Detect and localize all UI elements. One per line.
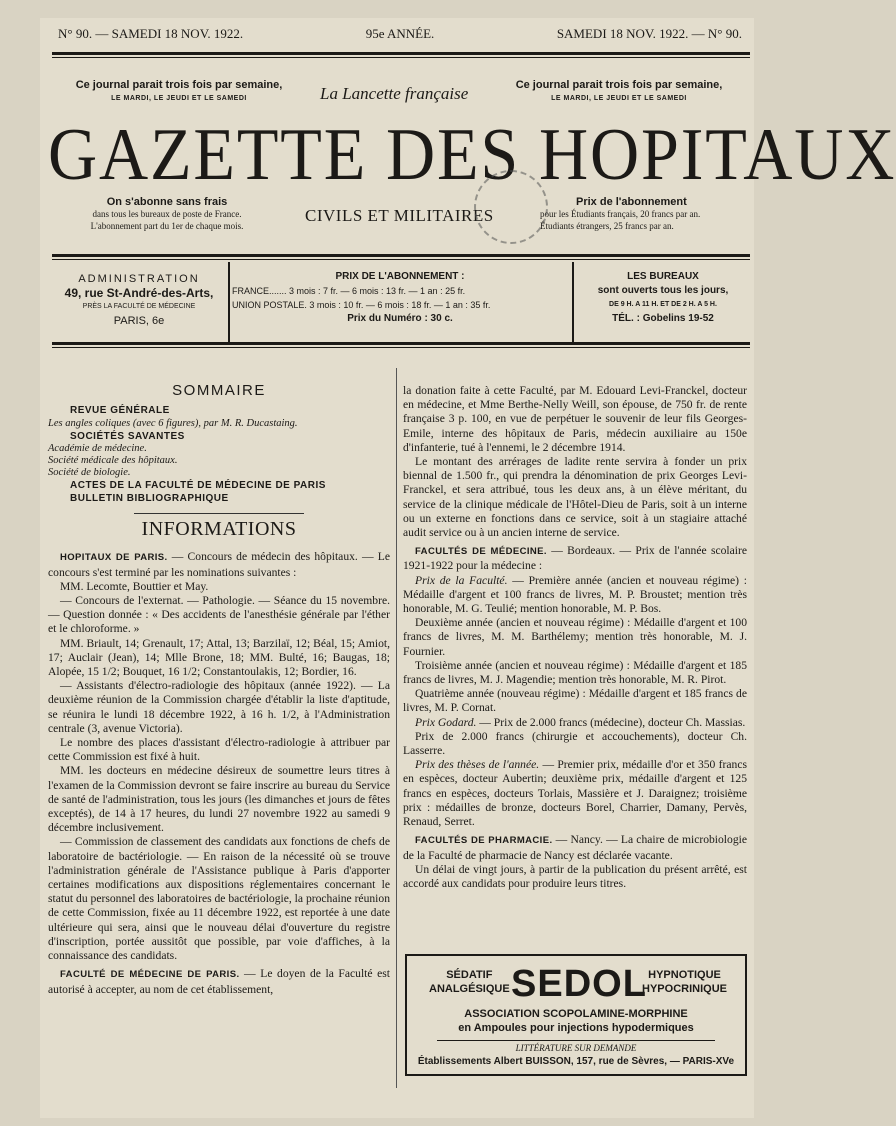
paragraph-pharmacie <box>403 833 747 862</box>
rule-top <box>52 52 750 55</box>
rule-bottom <box>52 342 750 345</box>
ad-left-labels <box>429 968 510 996</box>
office-hours-block <box>578 262 748 350</box>
paragraph-prix-godard <box>403 716 747 730</box>
text-doyen: — Le doyen de la Faculté est autorisé à accepter, au nom de cet établissement, <box>48 967 390 996</box>
sommaire-heading-societes: SOCIÉTÉS SAVANTES <box>70 431 185 443</box>
sommaire-item-angles: Les angles coliques (avec 6 figures), par M. R. Ducastaing. <box>48 418 298 430</box>
paragraph-troisieme-annee: Troisième année (ancien et nouveau régime) : Médaille d'argent et 185 francs de livres, M. J. Magendie; mention très honorable, M. R. Pirot. <box>403 658 747 687</box>
paragraph-hopitaux <box>48 550 390 579</box>
ad-hypnotique: HYPNOTIQUE <box>648 969 721 981</box>
masthead-subtitle: CIVILS ET MILITAIRES <box>305 206 494 225</box>
price-block <box>232 262 568 350</box>
rule-mid-thin <box>52 259 750 260</box>
text-bordeaux: — Bordeaux. — Prix de l'année scolaire 1921-1922 pour la médecine : <box>403 544 747 573</box>
paragraph-prix-biennal: Le montant des arrérages de ladite rente servira à fonder un prix biennal de 1.500 fr., qui prendra la dénomination de prix Georges Levi-Franckel, et sera attribué, tous les deux ans, à un élève méritant, du service de la clinique médicale de l'Hôtel-Dieu de Paris, soit à un interne ou un externe en fonctions dans ce service, soit à un stagiaire attaché audit service ou à un ancien interne de service. <box>403 455 747 540</box>
paragraph-electro-radiologie: — Assistants d'électro-radiologie des hôpitaux (année 1922). — La deuxième réunion de la Commission chargée d'établir la liste d'aptitude, se réunira le lundi 18 décembre 1922, à 16 h. 1/2, à l'Administration centrale (3, avenue Victoria). <box>48 679 390 735</box>
right-column <box>403 384 747 891</box>
issue-left: N° 90. — SAMEDI 18 NOV. 1922. <box>58 26 244 41</box>
issue-right: SAMEDI 18 NOV. 1922. — N° 90. <box>556 26 742 41</box>
rule-bottom-thin <box>52 347 750 348</box>
paragraph-prix-chirurgie: Prix de 2.000 francs (chirurgie et accouchements), docteur Ch. Lasserre. <box>403 729 747 758</box>
price-heading: PRIX DE L'ABONNEMENT : <box>335 271 465 282</box>
note-left-days: LE MARDI, LE JEUDI ET LE SAMEDI <box>111 95 247 102</box>
price-union: UNION POSTALE. 3 mois : 10 fr. — 6 mois : 18 fr. — 1 an : 35 fr. <box>232 300 491 310</box>
issue-line <box>58 26 742 42</box>
admin-divider-2 <box>572 262 574 342</box>
sommaire-heading-bulletin: BULLETIN BIBLIOGRAPHIQUE <box>70 493 229 505</box>
issue-year: 95e ANNÉE. <box>365 26 435 41</box>
text-nancy: — Nancy. — La chaire de microbiologie de la Faculté de pharmacie de Nancy est déclarée vacante. <box>403 833 747 862</box>
ad-etablissements: Établissements Albert BUISSON, 157, rue de Sèvres, — PARIS-XVe <box>417 1056 735 1067</box>
paragraph-externat: — Concours de l'externat. — Pathologie. — Séance du 15 novembre. — Question donnée : « Des accidents de l'anesthésie générale par l'éther et le chloroforme. » <box>48 594 390 636</box>
paragraph-nominations: MM. Lecomte, Bouttier et May. <box>60 579 209 593</box>
heading-faculte-paris: FACULTÉ DE MÉDECINE DE PARIS. <box>60 969 240 981</box>
subscription-info <box>62 196 272 232</box>
ad-hypocrinique: HYPOCRINIQUE <box>642 983 727 995</box>
publication-note-right <box>506 78 732 106</box>
paragraph-faculte-paris <box>48 967 390 996</box>
rule-top-thin <box>52 57 750 58</box>
admin-address: 49, rue St-André-des-Arts, <box>64 286 214 300</box>
ad-association: ASSOCIATION SCOPOLAMINE-MORPHINE <box>464 1008 688 1020</box>
admin-heading: ADMINISTRATION <box>78 273 200 285</box>
paragraph-delai: Un délai de vingt jours, à partir de la publication du présent arrêté, est accordé aux candidats pour produire leurs titres. <box>403 862 747 890</box>
text-premiere-annee: — Première année (ancien et nouveau régime) : Médaille d'argent et 100 francs de livres, M. P. Broustet; mention très honorable, M. G. Teulié; mention honorable, M. P. Bos. <box>403 573 747 616</box>
paragraph-quatrieme-annee: Quatrième année (nouveau régime) : Médaille d'argent et 185 francs de livres, M. P. Cornat. <box>403 687 747 715</box>
text-concours-medecin: — Concours de médecin des hôpitaux. — Le concours s'est terminé par les nominations suivantes : <box>48 550 390 579</box>
sommaire-item-biologie: Société de biologie. <box>48 467 131 479</box>
left-column <box>48 384 390 997</box>
note-right-days: LE MARDI, LE JEUDI ET LE SAMEDI <box>551 95 687 102</box>
text-prix-theses: — Premier prix, médaille d'or et 350 francs en espèces, docteur Aubertin; deuxième prix, médaille d'argent et 125 francs en espèces, docteurs Torlais, Massière et J. Daraignez; troisième prix : médailles de bronze, docteurs Borel, Charrier, Damany, Pervès, Renaud, Serret. <box>403 758 747 829</box>
ad-sedatif: SÉDATIF <box>446 969 493 981</box>
paragraph-inscription: MM. les docteurs en médecine désireux de soumettre leurs titres à l'examen de la Commission devront se faire inscrire au bureau du Service de santé de l'administration, tous les jours (les dimanches et jours de fêtes exceptés), de 14 à 17 heures, du lundi 27 novembre 1922 au samedi 9 décembre inclusivement. <box>48 764 390 835</box>
heading-facultes-pharmacie: FACULTÉS DE PHARMACIE. <box>415 835 553 847</box>
paragraph-deuxieme-annee: Deuxième année (ancien et nouveau régime) : Médaille d'argent et 100 francs de livres, M. M. Barthélemy; mention très honorable, M. J. Fournier. <box>403 616 747 658</box>
student-price-line1: pour les Étudiants français, 20 francs par an. <box>540 209 701 219</box>
admin-city: PARIS, 6e <box>113 315 165 327</box>
ad-divider <box>437 1040 715 1041</box>
sommaire-heading-revue: REVUE GÉNÉRALE <box>70 405 170 417</box>
subscription-line2: L'abonnement part du 1er de chaque mois. <box>90 221 244 231</box>
paragraph-bordeaux <box>403 544 747 573</box>
administration-block <box>52 262 226 352</box>
student-price-info <box>540 196 740 232</box>
heading-hopitaux: HOPITAUX DE PARIS. <box>60 552 168 564</box>
sedol-advertisement <box>405 954 747 1076</box>
informations-title: INFORMATIONS <box>141 518 297 541</box>
office-phone: TÉL. : Gobelins 19-52 <box>612 313 714 324</box>
column-separator <box>396 368 397 1088</box>
sommaire-title: SOMMAIRE <box>172 382 266 399</box>
paragraph-prix-theses <box>403 758 747 829</box>
student-price-title: Prix de l'abonnement <box>576 196 687 208</box>
lancette-title: La Lancette française <box>320 84 469 103</box>
ad-analgesique: ANALGÉSIQUE <box>429 983 510 995</box>
paragraph-places: Le nombre des places d'assistant d'électro-radiologie à attribuer par cette Commission est fixé à huit. <box>48 736 390 764</box>
paragraph-donation: la donation faite à cette Faculté, par M. Edouard Levi-Franckel, docteur en médecine, et Mme Berthe-Nelly Weill, son épouse, de 750 fr. de rente française 3 p. 100, en vue de perpétuer le souvenir de leur fils Georges-Emile, interne des hôpitaux de Paris, médecin auxiliaire au 150e d'infanterie, tué à l'ennemi, le 2 décembre 1914. <box>403 384 747 454</box>
paragraph-externat-results: MM. Briault, 14; Grenault, 17; Attal, 13; Barzilaï, 12; Béal, 15; Amiot, 17; Auclair (Jean), 14; Mlle Brone, 18; MM. Bulté, 16; Baugas, 18; Alopée, 15 1/2; Bouquet, 16 1/2; Constantoulakis, 12; Bordier, 16. <box>48 636 390 679</box>
ad-litterature: LITTÉRATURE SUR DEMANDE <box>515 1043 637 1053</box>
library-stamp <box>474 170 548 244</box>
section-divider <box>134 513 304 514</box>
paragraph-bacteriologie: — Commission de classement des candidats aux fonctions de chefs de laboratoire de bactériologie. — En raison de la nécessité où se trouve l'administration générale de l'Assistance publique à Paris d'apporter certaines modifications aux dispositions réglementaires concernant le statut du personnel des laboratoires de bactériologie, la prochaine réunion de cette Commission, fixée au 11 décembre 1922, est reportée à une date ultérieure qui sera, ainsi que le nouveau délai d'ouverture du registre d'inscription, portée aussitôt que possible, par voie d'affiches, à la connaissance des candidats. <box>48 835 390 963</box>
student-price-line2: Étudiants étrangers, 25 francs par an. <box>540 221 674 231</box>
ad-top-row <box>407 964 745 1004</box>
ad-brand: SEDOL <box>511 963 647 1005</box>
sommaire-item-societe-hopitaux: Société médicale des hôpitaux. <box>48 455 178 467</box>
text-prix-godard: — Prix de 2.000 francs (médecine), docteur Ch. Massias. <box>476 715 746 729</box>
admin-divider-1 <box>228 262 230 342</box>
masthead-title: GAZETTE DES HOPITAUX <box>48 114 896 196</box>
admin-near: PRÈS LA FACULTÉ DE MÉDECINE <box>82 303 196 310</box>
label-prix-faculte: Prix de la Faculté. <box>415 573 508 587</box>
office-hours: DE 9 H. A 11 H. ET DE 2 H. A 5 H. <box>609 301 717 308</box>
heading-facultes-medecine: FACULTÉS DE MÉDECINE. <box>415 546 547 558</box>
label-prix-theses: Prix des thèses de l'année. <box>415 758 540 772</box>
label-prix-godard: Prix Godard. <box>415 715 477 729</box>
subscription-title: On s'abonne sans frais <box>106 196 228 208</box>
price-issue: Prix du Numéro : 30 c. <box>347 313 453 324</box>
subscription-line1: dans tous les bureaux de poste de France. <box>92 209 242 219</box>
note-right-text: Ce journal parait trois fois par semaine, <box>515 79 723 91</box>
publication-note-left <box>74 78 284 106</box>
sommaire-item-academie: Académie de médecine. <box>48 443 147 455</box>
office-heading: LES BUREAUX <box>627 271 699 282</box>
note-left-text: Ce journal parait trois fois par semaine, <box>75 79 283 91</box>
rule-mid <box>52 254 750 257</box>
paragraph-prix-faculte <box>403 574 747 617</box>
ad-right-labels <box>642 968 727 996</box>
price-france: FRANCE....... 3 mois : 7 fr. — 6 mois : 13 fr. — 1 an : 25 fr. <box>232 286 466 296</box>
office-open: sont ouverts tous les jours, <box>597 285 729 296</box>
ad-ampoules: en Ampoules pour injections hypodermiques <box>458 1022 694 1034</box>
sommaire-heading-actes: ACTES DE LA FACULTÉ DE MÉDECINE DE PARIS <box>70 480 326 492</box>
